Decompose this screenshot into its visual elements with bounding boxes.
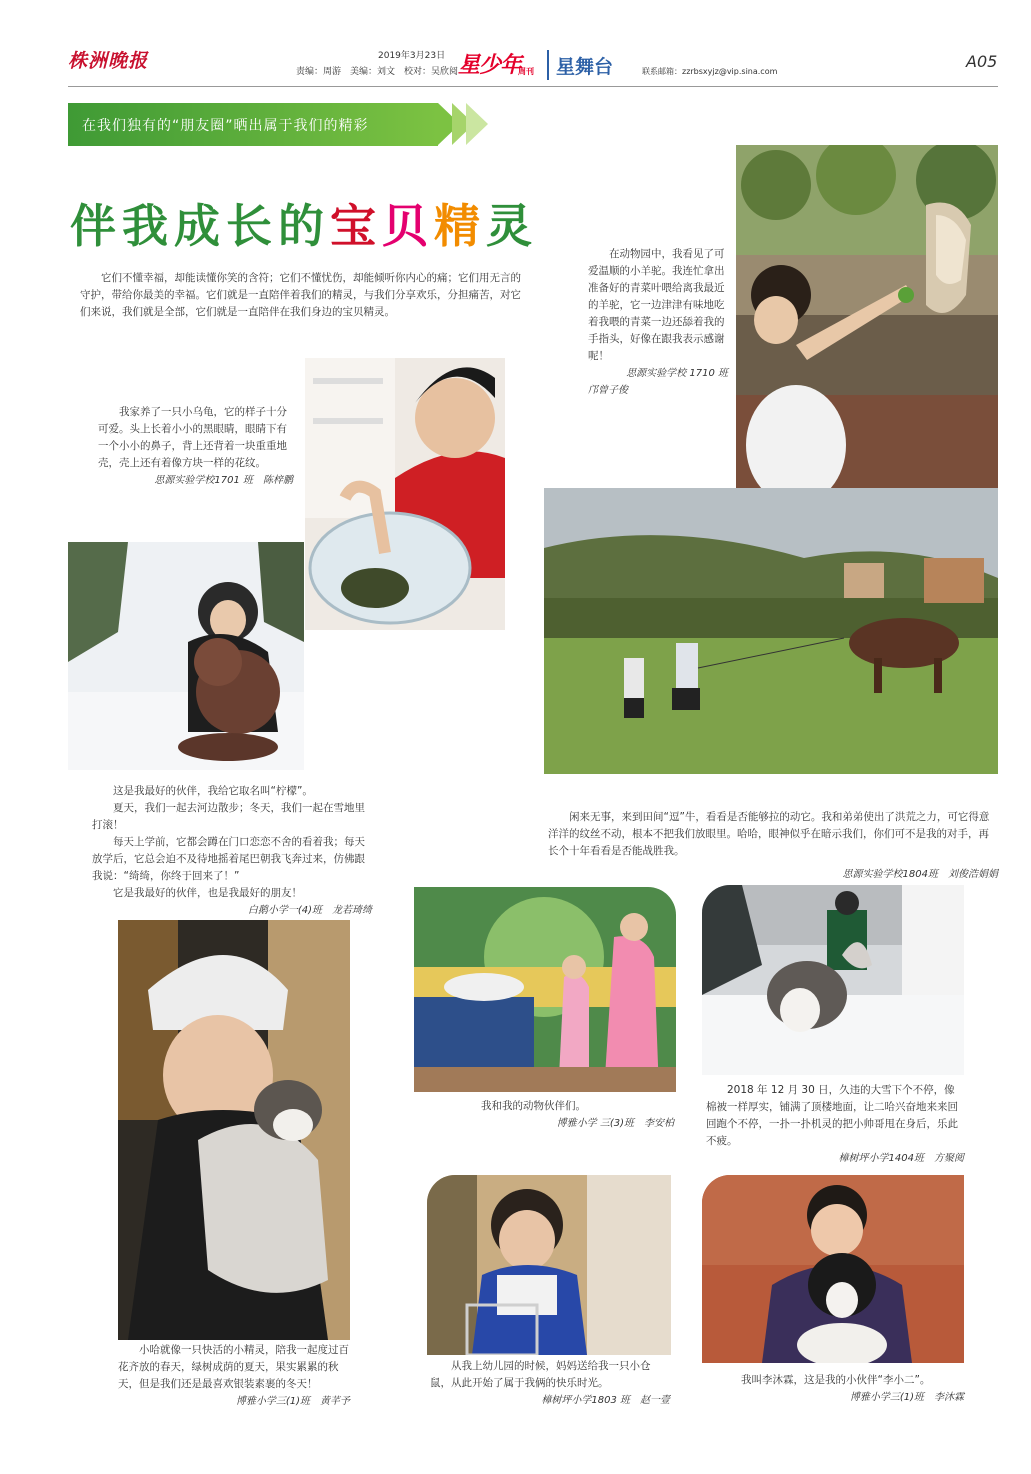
story-chihuahua: [720, 1372, 964, 1406]
feature-banner: [68, 103, 438, 146]
photo-cow: [544, 488, 998, 774]
story-text: 2018 年 12 月 30 日，久违的大雪下个不停，像棉被一样厚实，铺满了顶楼地面，让二哈兴奋地来来回回跑个不停，一扑一扑机灵的把小帅哥甩在身后，乐此不疲。: [706, 1084, 958, 1147]
intro-paragraph: [80, 270, 525, 321]
section-title: 星舞台: [556, 56, 614, 78]
photo-poodle-snow: [68, 542, 304, 770]
story-text: 我和我的动物伙伴们。: [481, 1100, 586, 1112]
page-title: [70, 190, 538, 256]
masthead-rule: [68, 86, 998, 87]
story-byline: 博雅小学三(1)班 李沐霖: [849, 1392, 964, 1403]
story-husky: [118, 1342, 350, 1410]
story-byline: 博雅小学三(1)班 黄芊予: [235, 1396, 350, 1407]
story-text: 每天上学前，它都会蹲在门口恋恋不舍的看着我；每天放学后，它总会迫不及待地摇着尾巴朝我飞奔过来，仿佛跟我说：“绮绮，你终于回来了！”: [92, 836, 365, 882]
story-author: 邝曾子俊: [588, 385, 628, 396]
story-school: 思源实验学校 1710 班: [626, 368, 728, 379]
story-snow-dog: [706, 1082, 964, 1167]
story-byline: 博雅小学 三(3)班 李安柏: [556, 1118, 674, 1129]
story-text: 小哈就像一只快活的小精灵，陪我一起度过百花齐放的春天，绿树成荫的夏天，果实累累的秋天，但是我们还是最喜欢银装素裹的冬天！: [118, 1344, 349, 1390]
photo-chihuahua: [702, 1175, 964, 1363]
masthead-divider: [547, 50, 549, 80]
banner-arrow-icon: [466, 103, 488, 145]
story-text: 闲来无事，来到田间“逗”牛，看看是否能够拉的动它。我和弟弟使出了洪荒之力，可它得意洋洋的纹丝不动，根本不把我们放眼里。哈哈，眼神似乎在暗示我们，你们可不是我的对手，再长个十年看看是否能战胜我。: [548, 811, 990, 857]
photo-husky-girl: [118, 920, 350, 1340]
story-text: 这是我最好的伙伴，我给它取名叫“柠檬”。: [113, 785, 313, 797]
story-text: 夏天，我们一起去河边散步；冬天，我们一起在雪地里打滚！: [92, 802, 365, 831]
editor-credits: 责编：周游 美编：刘文 校对：吴欣阅: [296, 67, 459, 77]
issue-date: 2019年3月23日: [378, 51, 446, 61]
story-zoo: [460, 1098, 674, 1132]
page-number: A05: [966, 52, 998, 71]
story-text: 我家养了一只小乌龟，它的样子十分可爱。头上长着小小的黑眼睛，眼睛下有一个小小的鼻子，背上还背着一块重重地壳，壳上还有着像方块一样的花纹。: [98, 406, 287, 469]
brand-logo: 星少年: [458, 53, 522, 78]
banner-text: 在我们独有的“朋友圈”晒出属于我们的精彩: [82, 117, 369, 134]
story-cow: [548, 809, 998, 883]
photo-hamster: [427, 1175, 671, 1355]
story-byline: 樟树坪小学1404班 方聚阅: [838, 1153, 964, 1164]
photo-turtle: [305, 358, 505, 630]
story-lemon: [92, 783, 372, 919]
story-hamster: [430, 1358, 670, 1409]
story-text: 在动物园中，我看见了可爱温顺的小羊驼。我连忙拿出准备好的青菜叶喂给离我最近的羊驼，它一边津津有味地吃着我喂的青菜一边还舔着我的手指头，好像在跟我表示感谢呢！: [588, 248, 725, 362]
photo-zoo-tiger: [414, 887, 676, 1092]
newspaper-logo: 株洲晚报: [68, 50, 149, 72]
story-byline: 思源实验学校1804班 刘俊浩娟娟: [842, 869, 998, 880]
story-text: 它是我最好的伙伴，也是我最好的朋友！: [113, 887, 302, 899]
story-turtle: [98, 404, 293, 489]
story-alpaca: [588, 246, 728, 399]
story-byline: 思源实验学校1701 班 陈梓鹏: [154, 475, 293, 486]
story-byline: 樟树坪小学1803 班 赵一壹: [541, 1395, 670, 1406]
story-byline: 白鹅小学一(4)班 龙若琦绮: [247, 905, 372, 916]
story-text: 从我上幼儿园的时候，妈妈送给我一只小仓鼠，从此开始了属于我俩的快乐时光。: [430, 1360, 651, 1389]
photo-alpaca: [736, 145, 998, 492]
title-char: 精: [434, 199, 486, 253]
title-char: 宝: [330, 199, 382, 253]
title-char: 灵: [486, 199, 538, 253]
story-text: 我叫李沐霖，这是我的小伙伴“李小二”。: [741, 1374, 931, 1386]
intro-text: 它们不懂幸福，却能读懂你笑的含符；它们不懂忧伤，却能倾听你内心的痛；它们用无言的守护，带给你最美的幸福。它们就是一直陪伴着我们的精灵，与我们分享欢乐，分担痛苦，对它们来说，我们就是全部，它们就是一直陪伴在我们身边的宝贝精灵。: [80, 272, 521, 318]
brand-subtitle: 周刊: [518, 67, 534, 76]
title-char: 贝: [382, 199, 434, 253]
photo-snow-dog: [702, 885, 964, 1075]
title-part1: 伴我成长的: [70, 199, 330, 253]
contact-email: 联系邮箱：zzrbsxyjz@vip.sina.com: [642, 67, 778, 76]
